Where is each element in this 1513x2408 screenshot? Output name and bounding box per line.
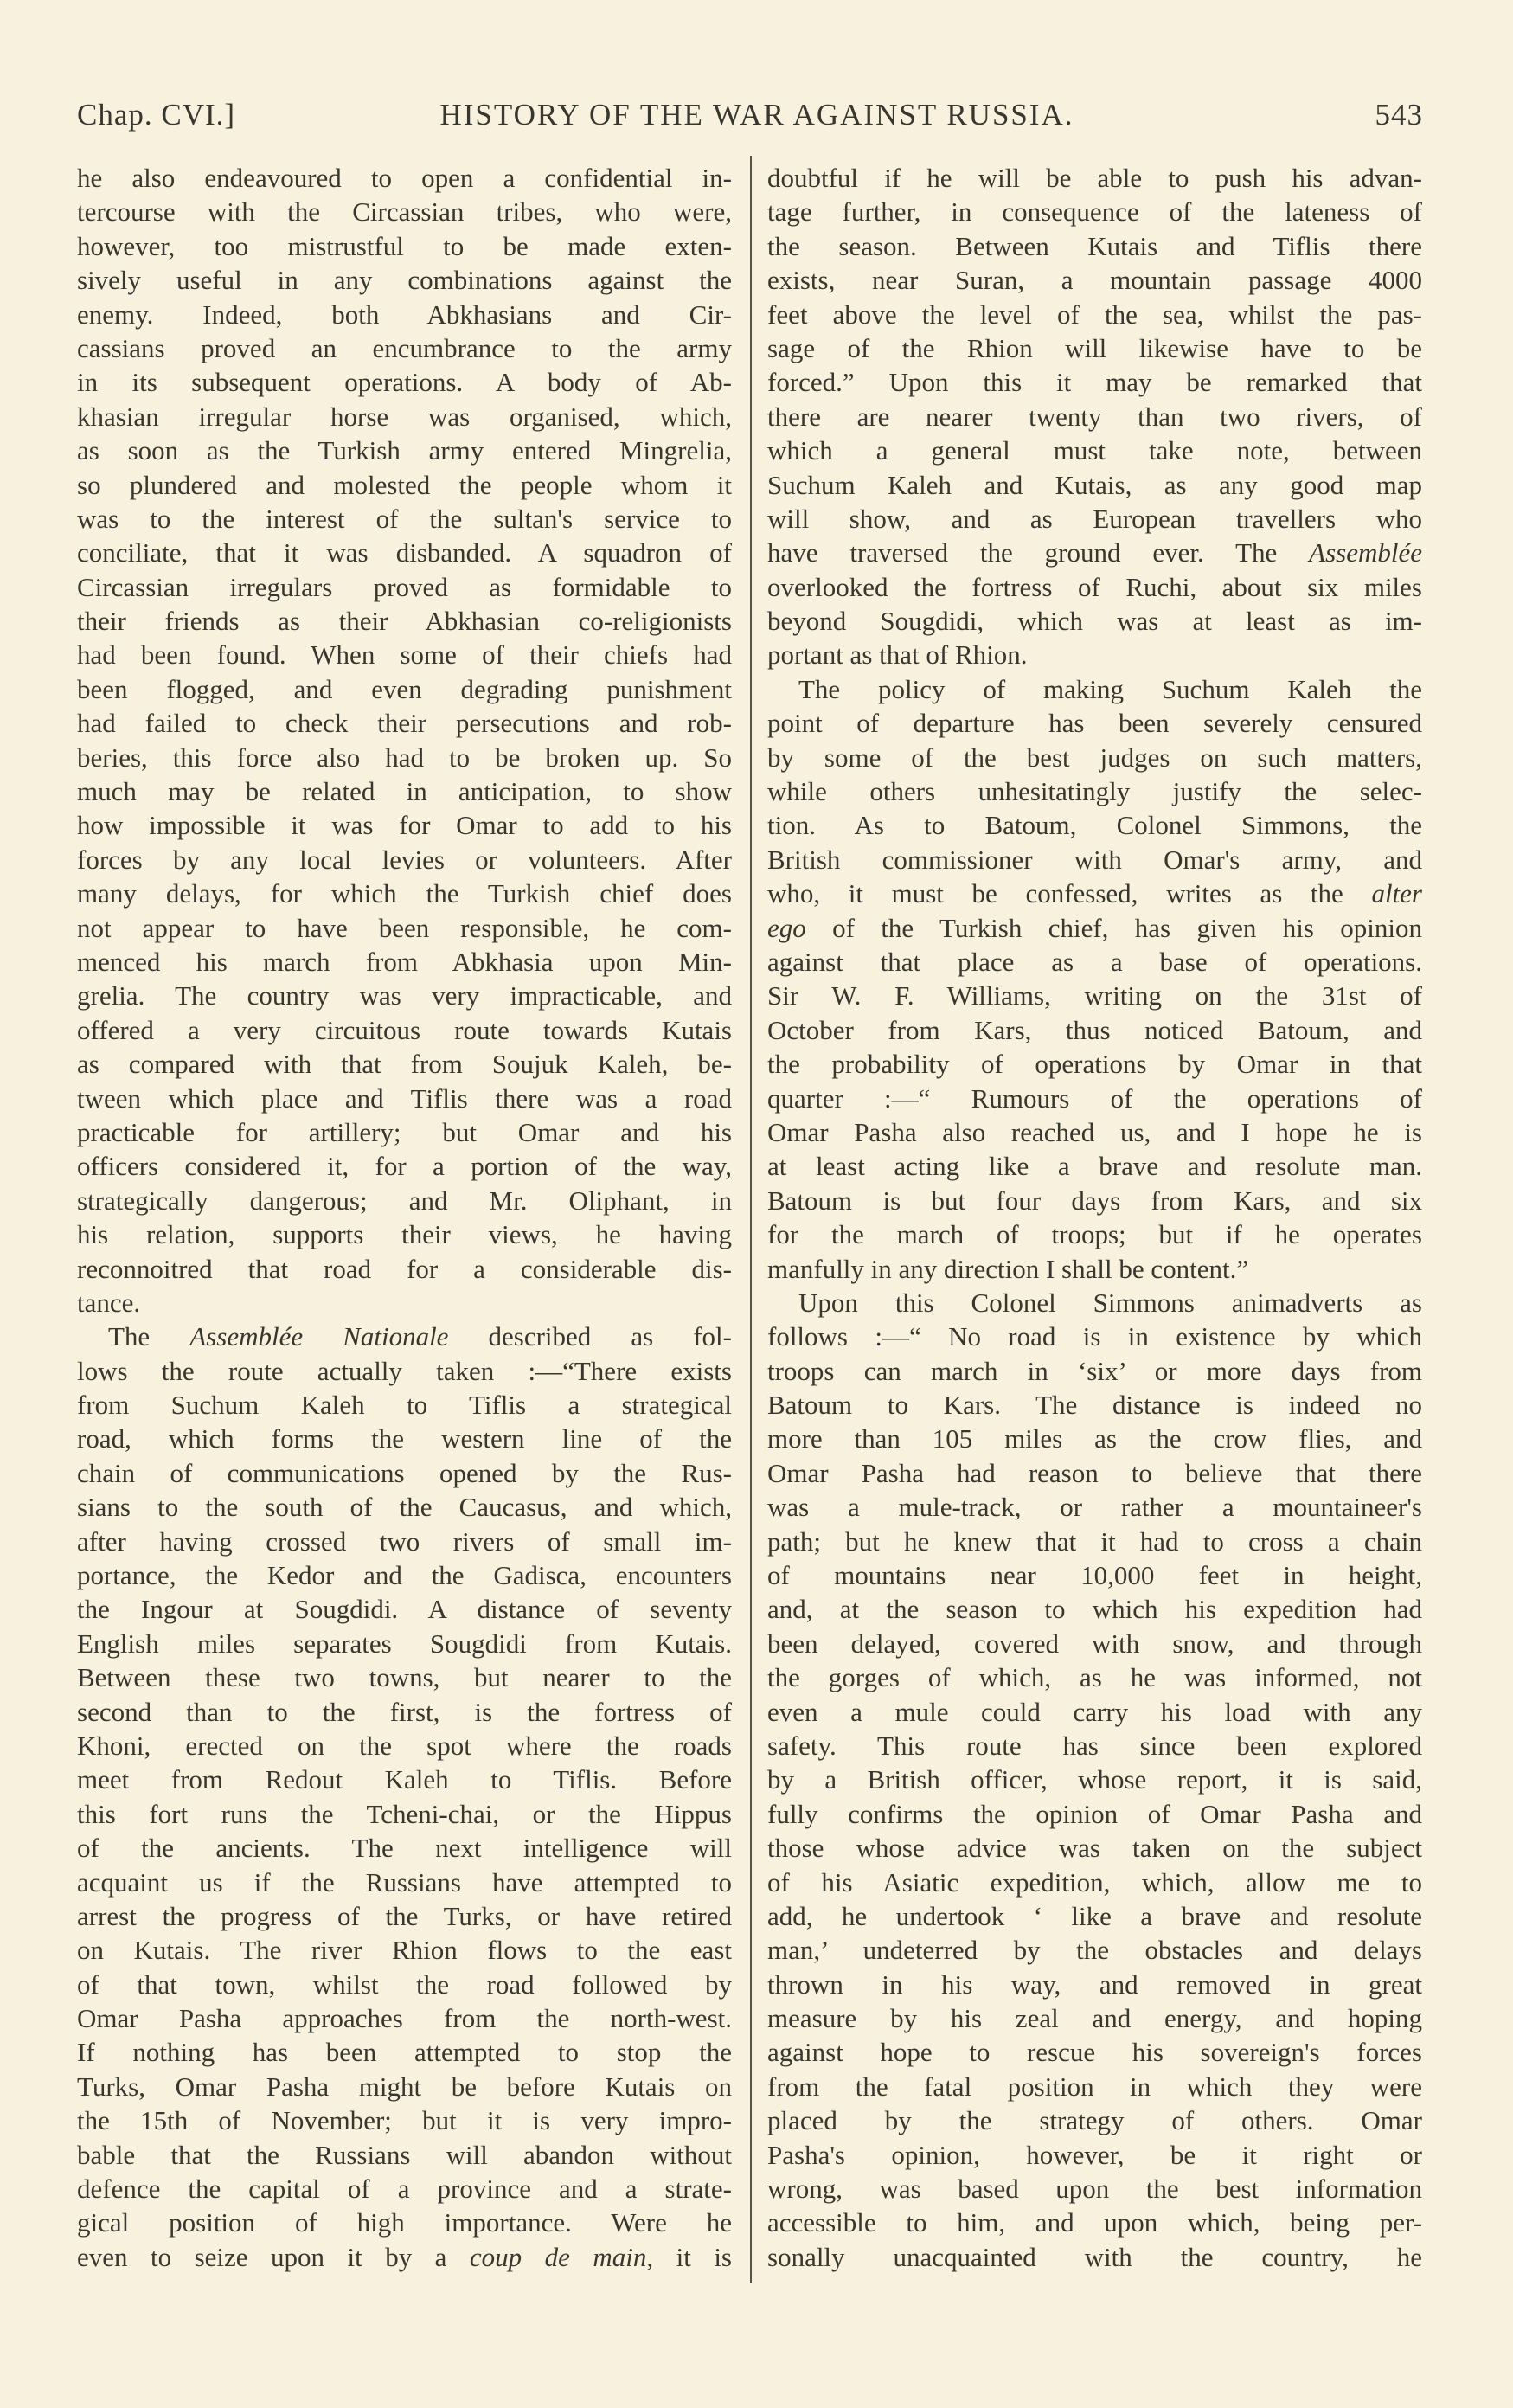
text-line (767, 1729, 1422, 1763)
text-run: Upon this Colonel Simmons animadverts as (798, 1287, 1422, 1318)
text-run: tance. (77, 1287, 141, 1318)
left-column (77, 161, 732, 2274)
text-run: against hope to rescue his sovereign's forces (767, 2037, 1422, 2068)
text-run: from the fatal position in which they were (767, 2071, 1422, 2102)
text-run: officers considered it, for a portion of the way, (77, 1151, 732, 1182)
text-run: road, which forms the western line of the (77, 1423, 732, 1454)
text-run: had been found. When some of their chiefs had (77, 639, 732, 671)
text-line (767, 638, 1422, 671)
text-line (767, 1831, 1422, 1865)
text-line (767, 2035, 1422, 2069)
text-line (767, 468, 1422, 502)
text-line (767, 1456, 1422, 1490)
text-run: manfully in any direction I shall be content.” (767, 1253, 1249, 1284)
text-line (767, 911, 1422, 945)
text-run: of mountains near 10,000 feet in height, (767, 1560, 1422, 1591)
text-line (77, 2103, 732, 2137)
text-line (77, 706, 732, 740)
text-line (767, 979, 1422, 1012)
text-line (77, 843, 732, 877)
text-run: will show, and as European travellers who (767, 503, 1422, 534)
text-line (767, 1525, 1422, 1558)
text-run: grelia. The country was very impracticable, and (77, 980, 732, 1011)
text-run: The (108, 1321, 190, 1352)
text-run: Batoum to Kars. The distance is indeed no (767, 1390, 1422, 1421)
text-line (767, 1797, 1422, 1831)
text-line (767, 1968, 1422, 2001)
text-line (767, 331, 1422, 365)
text-line (77, 298, 732, 331)
text-run: after having crossed two rivers of small im- (77, 1525, 732, 1557)
text-line (77, 1217, 732, 1251)
text-run: of the ancients. The next intelligence will (77, 1833, 732, 1864)
text-run: overlooked the fortress of Ruchi, about six miles (767, 571, 1422, 602)
text-line (77, 741, 732, 774)
text-run: khasian irregular horse was organised, which, (77, 401, 732, 432)
text-line (767, 1217, 1422, 1251)
text-run: English miles separates Sougdidi from Kutais. (77, 1628, 732, 1659)
text-line (77, 502, 732, 536)
text-line (77, 536, 732, 569)
text-line (767, 1286, 1422, 1320)
italic-text: ego (767, 912, 806, 943)
text-run: Between these two towns, but nearer to the (77, 1662, 732, 1693)
text-run: which a general must take note, between (767, 435, 1422, 466)
text-run: Batoum is but four days from Kars, and six (767, 1185, 1422, 1216)
text-run: at least acting like a brave and resolute man. (767, 1151, 1422, 1182)
text-line (77, 1252, 732, 1286)
text-run: Khoni, erected on the spot where the roads (77, 1730, 732, 1761)
text-line (77, 1763, 732, 1796)
text-line (77, 1149, 732, 1183)
text-run: how impossible it was for Omar to add to his (77, 810, 732, 841)
text-run: have traversed the ground ever. The (767, 537, 1310, 568)
text-run: while others unhesitatingly justify the selec- (767, 776, 1422, 807)
text-run: follows :—“ No road is in existence by which (767, 1321, 1422, 1352)
text-run: was to the interest of the sultan's service to (77, 503, 732, 534)
text-line (77, 400, 732, 433)
text-line (767, 1763, 1422, 1796)
text-line (77, 1388, 732, 1422)
text-run: in its subsequent operations. A body of Ab- (77, 367, 732, 398)
text-line (77, 2240, 732, 2274)
text-line (77, 1320, 732, 1353)
text-run: the 15th of November; but it is very impro- (77, 2105, 732, 2136)
text-run: forces by any local levies or volunteers. After (77, 844, 732, 875)
text-run: of the Turkish chief, has given his opinion (805, 912, 1422, 943)
text-run: he also endeavoured to open a confidential in- (77, 163, 732, 193)
text-line (77, 1592, 732, 1626)
text-run: tion. As to Batoum, Colonel Simmons, the (767, 810, 1422, 841)
text-line (767, 1149, 1422, 1183)
text-line (767, 1082, 1422, 1115)
text-run: wrong, was based upon the best information (767, 2174, 1422, 2205)
text-run: of that town, whilst the road followed by (77, 1968, 732, 2000)
text-line (767, 1013, 1422, 1047)
text-line (767, 298, 1422, 331)
text-run: acquaint us if the Russians have attempted to (77, 1866, 732, 1898)
text-run: reconnoitred that road for a considerable dis- (77, 1253, 732, 1284)
text-line (77, 1490, 732, 1524)
text-line (77, 945, 732, 979)
text-line (77, 1660, 732, 1694)
text-run: the Ingour at Sougdidi. A distance of seventy (77, 1594, 732, 1625)
text-run: bable that the Russians will abandon without (77, 2139, 732, 2170)
text-line (767, 1320, 1422, 1353)
text-run: placed by the strategy of others. Omar (767, 2105, 1422, 2136)
text-run: who, it must be confessed, writes as the (767, 878, 1372, 909)
text-run: point of departure has been severely censured (767, 708, 1422, 739)
text-run: those whose advice was taken on the subject (767, 1833, 1422, 1864)
text-line (77, 1558, 732, 1592)
text-run: If nothing has been attempted to stop the (77, 2037, 732, 2068)
text-run: fully confirms the opinion of Omar Pasha and (767, 1798, 1422, 1829)
text-run: it is (653, 2241, 732, 2272)
text-run: troops can march in ‘six’ or more days from (767, 1355, 1422, 1386)
text-line (77, 1729, 732, 1763)
text-line (77, 2001, 732, 2035)
text-run: Circassian irregulars proved as formidable to (77, 571, 732, 602)
text-line (77, 604, 732, 638)
text-line (77, 877, 732, 910)
text-run: his relation, supports their views, he having (77, 1219, 732, 1250)
text-line (77, 1933, 732, 1967)
text-line (767, 1184, 1422, 1217)
text-run: Omar Pasha approaches from the north-west. (77, 2003, 732, 2034)
text-run: been flogged, and even degrading punishment (77, 673, 732, 704)
text-run: portance, the Kedor and the Gadisca, encounters (77, 1560, 732, 1591)
text-run: gical position of high importance. Were he (77, 2207, 732, 2238)
text-line (767, 229, 1422, 263)
text-line (767, 1388, 1422, 1422)
text-line (767, 808, 1422, 842)
text-run: Omar Pasha had reason to believe that there (767, 1457, 1422, 1488)
text-run: The policy of making Suchum Kaleh the (798, 673, 1422, 704)
text-line (767, 945, 1422, 979)
text-run: many delays, for which the Turkish chief does (77, 878, 732, 909)
text-run: tage further, in consequence of the lateness of (767, 196, 1422, 228)
text-line (767, 1899, 1422, 1933)
text-run: so plundered and molested the people whom it (77, 469, 732, 500)
text-line (767, 604, 1422, 638)
text-run: British commissioner with Omar's army, and (767, 844, 1422, 875)
text-run: much may be related in anticipation, to show (77, 776, 732, 807)
text-run: chain of communications opened by the Rus- (77, 1457, 732, 1488)
text-run: by a British officer, whose report, it is said, (767, 1764, 1422, 1795)
text-run: Pasha's opinion, however, be it right or (767, 2139, 1422, 2170)
text-line (767, 1558, 1422, 1592)
text-run: for the march of troops; but if he operates (767, 1219, 1422, 1250)
text-line (77, 2035, 732, 2069)
text-line (77, 1184, 732, 1217)
text-run: lows the route actually taken :—“There exists (77, 1355, 732, 1386)
italic-text: Assemblée (1309, 537, 1422, 568)
text-run: beries, this force also had to be broken up. So (77, 742, 732, 773)
text-line (77, 468, 732, 502)
text-line (77, 1456, 732, 1490)
text-run: the gorges of which, as he was informed, not (767, 1662, 1422, 1693)
text-run: menced his march from Abkhasia upon Min- (77, 946, 732, 977)
text-line (77, 195, 732, 228)
text-line (767, 502, 1422, 536)
text-line (767, 2240, 1422, 2274)
text-run: forced.” Upon this it may be remarked that (767, 367, 1422, 398)
text-line (77, 263, 732, 297)
text-line (767, 843, 1422, 877)
text-line (77, 570, 732, 604)
text-run: measure by his zeal and energy, and hoping (767, 2003, 1422, 2034)
text-line (767, 536, 1422, 569)
text-line (767, 1252, 1422, 1286)
text-run: as soon as the Turkish army entered Mingrelia, (77, 435, 732, 466)
text-line (767, 2172, 1422, 2206)
text-run: Suchum Kaleh and Kutais, as any good map (767, 469, 1422, 500)
text-run: second than to the first, is the fortress of (77, 1696, 732, 1727)
text-line (767, 570, 1422, 604)
text-run: their friends as their Abkhasian co-religionists (77, 606, 732, 637)
text-line (77, 1968, 732, 2001)
text-line (767, 2070, 1422, 2103)
text-line (77, 1627, 732, 1660)
text-line (77, 1525, 732, 1558)
italic-text: alter (1371, 878, 1422, 909)
text-run: offered a very circuitous route towards Kutais (77, 1014, 732, 1045)
text-line (767, 161, 1422, 195)
text-run: enemy. Indeed, both Abkhasians and Cir- (77, 299, 732, 330)
text-run: arrest the progress of the Turks, or have retired (77, 1900, 732, 1931)
text-line (77, 2070, 732, 2103)
text-line (767, 400, 1422, 433)
text-run: defence the capital of a province and a strate- (77, 2174, 732, 2205)
text-run: by some of the best judges on such matters, (767, 742, 1422, 773)
text-line (767, 1695, 1422, 1729)
text-run: even to seize upon it by a (77, 2241, 470, 2272)
text-run: been delayed, covered with snow, and through (767, 1628, 1422, 1659)
text-line (77, 1865, 732, 1899)
text-run: safety. This route has since been explored (767, 1730, 1422, 1761)
text-line (77, 1422, 732, 1455)
text-run: man,’ undeterred by the obstacles and delays (767, 1935, 1422, 1966)
chapter-label: Chap. CVI.] (77, 98, 236, 132)
text-run: however, too mistrustful to be made exten- (77, 230, 732, 261)
text-run: tercourse with the Circassian tribes, who were, (77, 196, 732, 228)
text-run: portant as that of Rhion. (767, 639, 1028, 671)
text-line (77, 433, 732, 467)
text-run: cassians proved an encumbrance to the army (77, 332, 732, 363)
text-line (77, 1354, 732, 1388)
text-line (77, 808, 732, 842)
text-run: on Kutais. The river Rhion flows to the east (77, 1935, 732, 1966)
text-run: accessible to him, and upon which, being per- (767, 2207, 1422, 2238)
text-line (767, 1865, 1422, 1899)
text-line (77, 638, 732, 671)
italic-text: Assemblée Nationale (189, 1321, 449, 1352)
text-line (767, 1490, 1422, 1524)
text-line (767, 1933, 1422, 1967)
text-run: sonally unacquainted with the country, he (767, 2241, 1422, 2272)
text-run: this fort runs the Tcheni-chai, or the Hippus (77, 1798, 732, 1829)
text-line (767, 1422, 1422, 1455)
text-run: strategically dangerous; and Mr. Oliphant, in (77, 1185, 732, 1216)
text-line (77, 1082, 732, 1115)
text-line (77, 1797, 732, 1831)
text-line (767, 263, 1422, 297)
text-run: as compared with that from Soujuk Kaleh, be- (77, 1049, 732, 1080)
text-run: described as fol- (448, 1321, 732, 1352)
text-run: exists, near Suran, a mountain passage 4000 (767, 265, 1422, 296)
text-run: Omar Pasha also reached us, and I hope he is (767, 1116, 1422, 1147)
text-line (77, 229, 732, 263)
right-column (767, 161, 1422, 2274)
text-line (767, 365, 1422, 399)
text-run: beyond Sougdidi, which was at least as im- (767, 606, 1422, 637)
text-run: was a mule-track, or rather a mountaineer's (767, 1492, 1422, 1523)
text-run: thrown in his way, and removed in great (767, 1968, 1422, 2000)
text-line (767, 2138, 1422, 2172)
text-run: Sir W. F. Williams, writing on the 31st of (767, 980, 1422, 1011)
text-line (77, 1047, 732, 1081)
text-run: add, he undertook ‘ like a brave and resolute (767, 1900, 1422, 1931)
text-run: October from Kars, thus noticed Batoum, and (767, 1014, 1422, 1045)
text-run: there are nearer twenty than two rivers, of (767, 401, 1422, 432)
text-run: practicable for artillery; but Omar and his (77, 1116, 732, 1147)
text-line (767, 1660, 1422, 1694)
text-run: had failed to check their persecutions and rob- (77, 708, 732, 739)
text-line (77, 365, 732, 399)
text-line (767, 2206, 1422, 2239)
text-line (77, 672, 732, 706)
text-line (767, 706, 1422, 740)
text-line (767, 877, 1422, 910)
text-run: doubtful if he will be able to push his advan- (767, 163, 1422, 193)
text-line (77, 1899, 732, 1933)
text-run: of his Asiatic expedition, which, allow me to (767, 1866, 1422, 1898)
text-run: feet above the level of the sea, whilst the pas- (767, 299, 1422, 330)
text-line (77, 1695, 732, 1729)
text-run: the season. Between Kutais and Tiflis there (767, 230, 1422, 261)
text-line (767, 1047, 1422, 1081)
text-line (767, 2001, 1422, 2035)
text-run: tween which place and Tiflis there was a road (77, 1082, 732, 1114)
text-line (77, 2138, 732, 2172)
text-line (767, 195, 1422, 228)
text-run: path; but he knew that it had to cross a chain (767, 1525, 1422, 1557)
text-line (767, 672, 1422, 706)
text-line (77, 1831, 732, 1865)
text-run: not appear to have been responsible, he com- (77, 912, 732, 943)
text-line (767, 1627, 1422, 1660)
italic-text: coup de main, (469, 2241, 654, 2272)
text-run: from Suchum Kaleh to Tiflis a strategical (77, 1390, 732, 1421)
text-line (77, 1013, 732, 1047)
text-line (77, 1286, 732, 1320)
text-line (77, 911, 732, 945)
text-run: meet from Redout Kaleh to Tiflis. Before (77, 1764, 732, 1795)
text-line (767, 1115, 1422, 1149)
page-number: 543 (1375, 98, 1423, 132)
text-line (767, 433, 1422, 467)
text-run: sively useful in any combinations against the (77, 265, 732, 296)
text-line (77, 1115, 732, 1149)
text-run: quarter :—“ Rumours of the operations of (767, 1082, 1422, 1114)
text-run: sage of the Rhion will likewise have to be (767, 332, 1422, 363)
text-run: Turks, Omar Pasha might be before Kutais on (77, 2071, 732, 2102)
text-line (767, 1592, 1422, 1626)
column-divider (750, 156, 752, 2283)
text-run: even a mule could carry his load with any (767, 1696, 1422, 1727)
text-line (77, 161, 732, 195)
text-run: the probability of operations by Omar in that (767, 1049, 1422, 1080)
text-line (767, 1354, 1422, 1388)
text-run: conciliate, that it was disbanded. A squadron of (77, 537, 732, 568)
text-run: more than 105 miles as the crow flies, and (767, 1423, 1422, 1454)
text-line (767, 741, 1422, 774)
text-run: sians to the south of the Caucasus, and which, (77, 1492, 732, 1523)
text-line (767, 2103, 1422, 2137)
running-title: HISTORY OF THE WAR AGAINST RUSSIA. (439, 98, 1074, 132)
text-line (77, 2206, 732, 2239)
text-line (767, 774, 1422, 808)
text-line (77, 2172, 732, 2206)
text-line (77, 331, 732, 365)
text-run: and, at the season to which his expedition had (767, 1594, 1422, 1625)
text-run: against that place as a base of operations. (767, 946, 1422, 977)
text-line (77, 979, 732, 1012)
text-line (77, 774, 732, 808)
